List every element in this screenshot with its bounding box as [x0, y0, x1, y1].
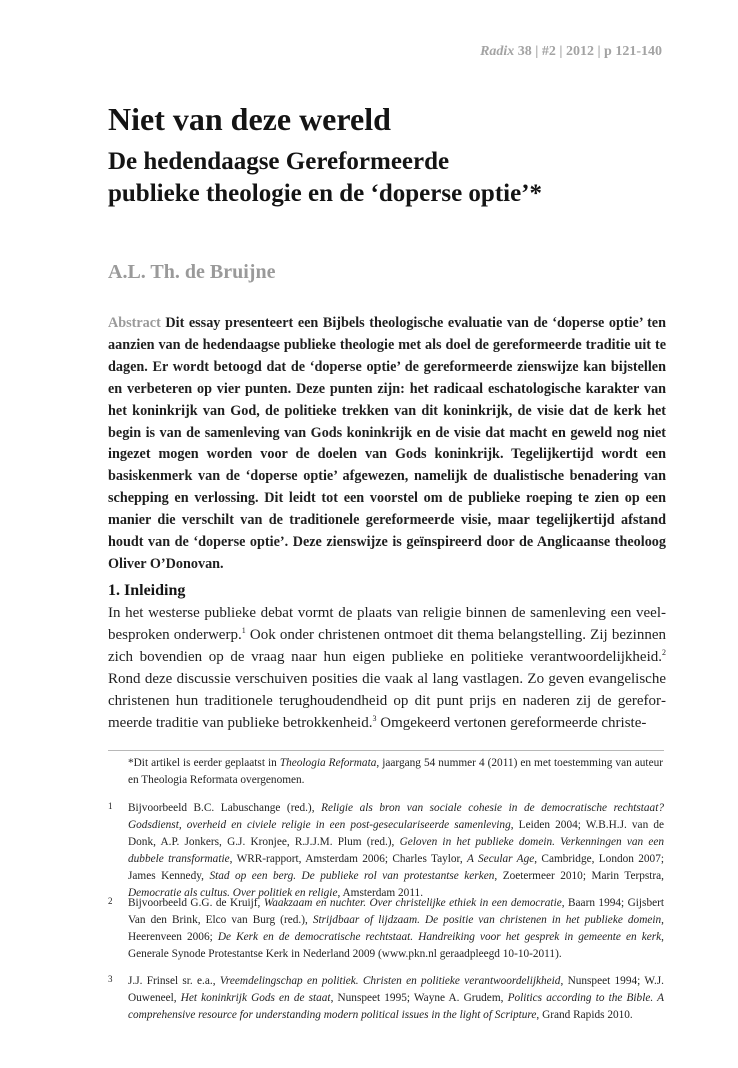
footnote-text	[128, 973, 664, 1024]
footnote-2	[108, 895, 664, 963]
star-note-text: *Dit artikel is eerder geplaatst in	[128, 757, 280, 769]
body-text-part: Rond deze discussie verschuiven posities die vaak al lang vastlagen. Zo geven evangelische christenen hun traditionele terughoudendheid op dit punt prijs en naderen zij de gereformeerde traditie van publieke betrokkenheid.	[108, 671, 666, 731]
subtitle-line-1: De hedendaagse Gereformeerde	[108, 148, 450, 175]
fn-span: , Leiden 2004; W.B.H.J. van de Donk, A.P. Jonkers, G.J. Kronjee, R.J.J.M. Plum (red.),	[128, 819, 664, 848]
fn-title: Democratie als cultus. Over politiek en religie	[128, 887, 338, 899]
fn-span: Bijvoorbeeld G.G. de Kruijf,	[128, 897, 264, 909]
fn-span: , Zoetermeer 2010; Marin Terpstra,	[494, 870, 665, 882]
fn-span: , WRR-rapport, Amsterdam 2006; Charles Taylor,	[229, 853, 467, 865]
star-note-text: , jaargang 54 nummer 4 (2011) en met toestemming van auteur en Theologia Reformata overgenomen.	[128, 757, 663, 786]
author-name: A.L. Th. de Bruijne	[108, 261, 276, 283]
footnote-3	[108, 973, 664, 1024]
running-header	[480, 44, 662, 60]
footnote-divider	[108, 750, 664, 751]
fn-span: , Amsterdam 2011.	[337, 887, 424, 899]
fn-title: Geloven in het publieke domein. Verkenningen van een dubbele transformatie	[128, 836, 665, 865]
section-heading: 1. Inleiding	[108, 582, 186, 599]
abstract	[108, 313, 666, 576]
fn-span: , Grand Rapids 2010.	[536, 1009, 633, 1021]
article-title: Niet van deze wereld	[108, 101, 391, 137]
footnote-number: 1	[108, 801, 113, 811]
fn-title: Politics according to the Bible. A comprehensive resource for understanding modern political issues in the light of Scripture	[128, 992, 664, 1021]
footnote-text	[128, 895, 664, 963]
body-text-part: Omgekeerd vertonen gereformeerde christe-	[376, 715, 647, 731]
footnote-ref-3: 3	[372, 714, 377, 723]
footnote-text	[128, 800, 664, 902]
abstract-text: Dit essay presenteert een Bijbels theologische evaluatie van de ‘doperse optie’ ten aanzien van de hedendaagse publieke theologie met als doel de gereformeerde traditie uit te dagen. Er wordt betoogd dat de ‘doperse optie’ de gereformeerde zienswijze kan bijstellen en verbeteren op vier punten. Deze punten zijn: het radicaal eschatologische karakter van het koninkrijk van God, de politieke trekken van dit koninkrijk, de visie dat de kerk het begin is van de samenleving van Gods koninkrijk en de visie dat macht en geweld nog niet ingezet mogen worden voor de doelen van Gods koninkrijk. Tegelijkertijd wordt een basiskenmerk van de ‘doperse optie’ afgewezen, namelijk de dualistische benadering van schepping en verlossing. Dit leidt tot een voorstel om de publieke roeping te zien op een manier die verschilt van de traditionele gereformeerde visie, maar tegelijkertijd afstand houdt van de ‘doperse optie’. Deze zienswijze is geïnspireerd door de Anglicaanse theoloog Oliver O’Donovan.	[108, 315, 666, 572]
fn-title: Waakzaam en nuchter. Over christelijke ethiek in een democratie	[263, 897, 562, 909]
fn-span: , Baarn 1994; Gijsbert Van den Brink, Elco van Burg (red.),	[128, 897, 665, 926]
fn-title: Religie als bron van sociale cohesie in de democratische rechtstaat? Godsdienst, overheid en civiele religie in een post-geseculariseerde samenleving	[128, 802, 664, 831]
fn-span: , Nunspeet 1995; Wayne A. Grudem,	[330, 992, 508, 1004]
fn-title: Strijdbaar of lijdzaam. De positie van christenen in het publieke domein	[312, 914, 662, 926]
body-text-part: Ook onder christenen ontmoet dit thema belangstelling. Zij bezinnen zich bovendien op de vraag naar hun eigen publieke en politieke verantwoordelijkheid.	[108, 627, 666, 665]
star-footnote	[128, 755, 663, 789]
fn-span: , Generale Synode Protestantse Kerk in Nederland 2009 (www.pkn.nl geraadpleegd 10-10-2011).	[128, 931, 664, 960]
star-note-journal: Theologia Reformata	[279, 757, 377, 769]
subtitle-line-2: publieke theologie en de ‘doperse optie’*	[108, 180, 543, 207]
fn-title: Vreemdelingschap en politiek. Christen en politieke verantwoordelijkheid	[219, 975, 561, 987]
abstract-label: Abstract	[108, 315, 161, 331]
fn-span: Bijvoorbeeld B.C. Labuschange (red.),	[128, 802, 322, 814]
journal-name: Radix	[480, 44, 515, 59]
footnote-1	[108, 800, 664, 902]
footnote-number: 3	[108, 974, 113, 984]
footnote-ref-1: 1	[241, 626, 246, 635]
fn-span: , Heerenveen 2006;	[128, 914, 664, 943]
footnote-number: 2	[108, 896, 113, 906]
article-subtitle	[108, 146, 688, 210]
footnote-ref-2: 2	[662, 648, 666, 657]
issue-details: 38 | #2 | 2012 | p 121-140	[514, 44, 662, 59]
body-text-part: In het westerse publieke debat vormt de plaats van religie binnen de samenleving een veelbesproken onderwerp.	[108, 605, 666, 643]
fn-span: J.J. Frinsel sr. e.a.,	[128, 975, 220, 987]
fn-span: , Nunspeet 1994; W.J. Ouweneel,	[128, 975, 665, 1004]
fn-title: Het koninkrijk Gods en de staat	[180, 992, 331, 1004]
fn-title: A Secular Age	[467, 853, 535, 865]
body-paragraph	[108, 602, 666, 734]
fn-title: Stad op een berg. De publieke rol van protestantse kerken	[209, 870, 495, 882]
fn-span: , Cambridge, London 2007; James Kennedy,	[128, 853, 664, 882]
fn-title: De Kerk en de democratische rechtstaat. Handreiking voor het gesprek in gemeente en kerk	[217, 931, 662, 943]
